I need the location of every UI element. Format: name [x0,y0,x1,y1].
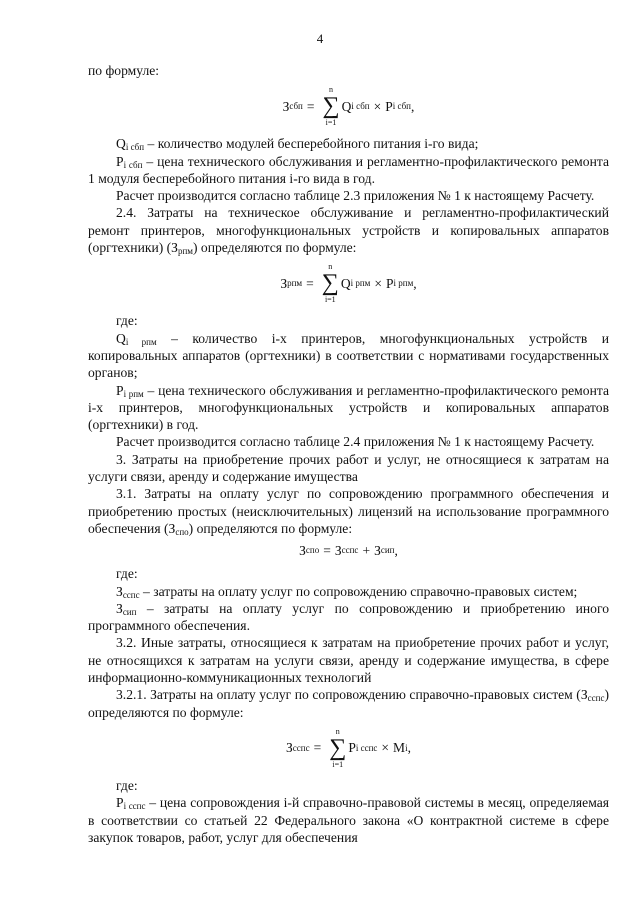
paragraph-intro: по формуле: [88,63,160,78]
definition-p-printers: $P_{i рпм}$ – цена технического обслуживания и регламентно-профилактического ремонта i-х принтеров, многофункциональных устройств и копировальных аппаратов (оргтехники) в год. [88,382,609,433]
definition-p-sspc: $P_{i сспс}$ – цена сопровождения i-й справочно-правовой системы в месяц, определяемая в соответствии со статьей 22 Федерального закона «О контрактной системе в сфере закупок товаров, работ, услуг для обеспечения [88,795,609,845]
paragraph-3-2-1: 3.2.1. Затраты на оплату услуг по сопровождению справочно-правовых систем $(З_{сспс})$ определяются по формуле: [88,687,609,720]
paragraph-3-1: 3.1. Затраты на оплату услуг по сопровождению программного обеспечения и приобретению простых (неисключительных) лицензий на использование программного обеспечения $(З_{спо})$ определяются по формуле: [88,486,609,537]
formula-ups: З сбп = n ∑ i=1 Q i сбп × P i сбп , [282,85,415,128]
paragraph-2-4: 2.4. Затраты на техническое обслуживание и регламентно-профилактический ремонт принтеров, многофункциональных устройств и копировальных аппаратов (оргтехники) $(З_{рпм})$ определяются по формуле: [88,205,609,257]
definition-q-printers: $Q_{i рпм}$ – количество i-х принтеров, многофункциональных устройств и копировальных аппаратов (оргтехники) в соответствии с нормативами государственных органов; [88,330,609,381]
definition-z-sspc: $З_{сспс}$ – затраты на оплату услуг по сопровождению справочно-правовых систем; [116,583,578,600]
page-number: 4 [316,31,324,46]
formula-printers: З рпм = n ∑ i=1 Q i рпм × P i рпм , [280,262,417,305]
section-3-heading: 3. Затраты на приобретение прочих работ и услуг, не относящиеся к затратам на услуги связи, аренду и содержание имущества [88,451,609,485]
sum-symbol: n ∑ i=1 [322,85,340,128]
formula-legal-systems: З сспс = n ∑ i=1 P i сспс × M i , [286,726,411,769]
paragraph-3-2: 3.2. Иные затраты, относящиеся к затратам на приобретение прочих работ и услуг, не относящихся к затратам на услуги связи, аренду и содержание имущества, в сфере информационно-коммуникационных технологий [88,635,609,686]
where-label: где: [116,777,138,793]
definition-p-ups: $P_{i сбп}$ – цена технического обслуживания и регламентно-профилактического ремонта 1 модуля бесперебойного питания i-го вида в год. [88,153,609,186]
formula-software: З спо = З сспс + З сип , [299,542,398,558]
where-label: где: [116,313,138,329]
definition-q-ups: $Q_{i сбп}$ – количество модулей бесперебойного питания i-го вида; [116,136,479,153]
paragraph-table-2-3: Расчет производится согласно таблице 2.3 приложения № 1 к настоящему Расчету. [116,188,595,204]
sum-symbol: n ∑ i=1 [329,726,347,769]
where-label: где: [116,566,138,582]
paragraph-table-2-4: Расчет производится согласно таблице 2.4 приложения № 1 к настоящему Расчету. [116,434,595,450]
sum-symbol: n ∑ i=1 [321,262,339,305]
document-body [88,62,609,846]
definition-z-sip: $З_{сип}$ – затраты на оплату услуг по сопровождению и приобретению иного программного обеспечения. [88,600,609,634]
